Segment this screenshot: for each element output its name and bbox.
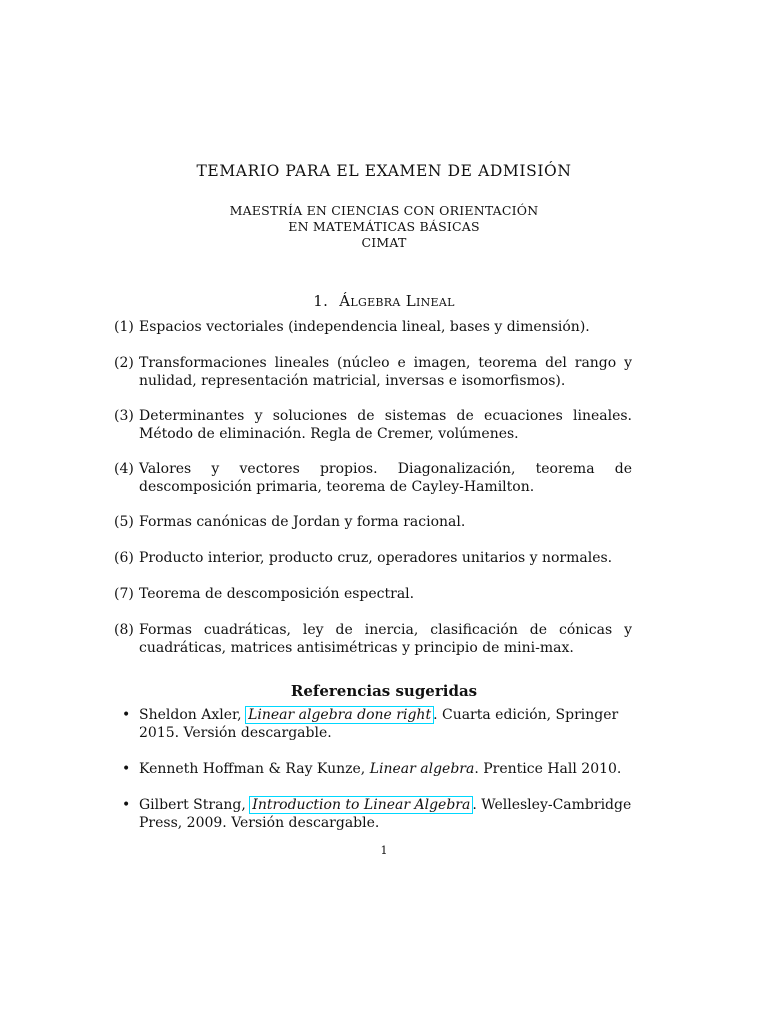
subtitle-line-3: CIMAT <box>361 235 407 250</box>
bullet-icon: • <box>122 797 131 813</box>
topic-item <box>114 621 632 657</box>
reference-item <box>122 760 632 778</box>
topic-text: Producto interior, producto cruz, operadores unitarios y normales. <box>139 550 613 566</box>
reference-author: Sheldon Axler, <box>139 707 242 723</box>
section-heading <box>0 292 768 310</box>
reference-details: . Wellesley-Cambridge Press, 2009. Versión descargable. <box>139 797 632 831</box>
page-number: 1 <box>380 844 388 857</box>
bullet-icon: • <box>122 761 131 777</box>
document-title: TEMARIO PARA EL EXAMEN DE ADMISIÓN <box>196 162 572 180</box>
topic-number: (1) <box>114 319 134 335</box>
reference-item <box>122 706 632 742</box>
reference-details: . Prentice Hall 2010. <box>474 761 622 777</box>
topic-item <box>114 318 632 336</box>
topic-text: Teorema de descomposición espectral. <box>139 586 415 602</box>
reference-book-link[interactable]: Introduction to Linear Algebra <box>252 797 471 813</box>
reference-details: . Cuarta edición, Springer 2015. Versión descargable. <box>139 707 619 741</box>
reference-author: Kenneth Hoffman & Ray Kunze, <box>139 761 366 777</box>
topic-item <box>114 407 632 443</box>
topic-text: Espacios vectoriales (independencia lineal, bases y dimensión). <box>139 319 590 335</box>
topic-text: Determinantes y soluciones de sistemas de ecuaciones lineales. Método de eliminación. Regla de Cremer, volúmenes. <box>139 408 632 442</box>
topic-item <box>114 513 632 531</box>
topic-text: Formas canónicas de Jordan y forma racional. <box>139 514 466 530</box>
topic-text: Formas cuadráticas, ley de inercia, clasificación de cónicas y cuadráticas, matrices antisimétricas y principio de mini-max. <box>139 622 632 656</box>
references-heading: Referencias sugeridas <box>290 682 478 700</box>
topic-list <box>114 318 632 657</box>
section-number: 1. <box>313 292 329 310</box>
reference-book-link[interactable]: Linear algebra done right <box>248 707 432 723</box>
topic-number: (7) <box>114 586 134 602</box>
subtitle-line-1: MAESTRÍA EN CIENCIAS CON ORIENTACIÓN <box>229 203 539 218</box>
bullet-icon: • <box>122 707 131 723</box>
topic-item <box>114 549 632 567</box>
topic-text: Transformaciones lineales (núcleo e imagen, teorema del rango y nulidad, representación matricial, inversas e isomorfismos). <box>139 355 632 389</box>
section-title: Álgebra Lineal <box>339 292 455 310</box>
topic-number: (5) <box>114 514 134 530</box>
topic-text: Valores y vectores propios. Diagonalización, teorema de descomposición primaria, teorema de Cayley-Hamilton. <box>139 461 632 495</box>
topic-item <box>114 460 632 496</box>
topic-number: (2) <box>114 355 134 371</box>
reference-list <box>122 706 632 832</box>
subtitle-line-2: EN MATEMÁTICAS BÁSICAS <box>288 219 480 234</box>
topic-number: (4) <box>114 461 134 477</box>
reference-item <box>122 796 632 832</box>
topic-item <box>114 585 632 603</box>
topic-item <box>114 354 632 390</box>
reference-author: Gilbert Strang, <box>139 797 246 813</box>
reference-book-title: Linear algebra <box>369 761 475 777</box>
topic-number: (8) <box>114 622 134 638</box>
topic-number: (3) <box>114 408 134 424</box>
topic-number: (6) <box>114 550 134 566</box>
